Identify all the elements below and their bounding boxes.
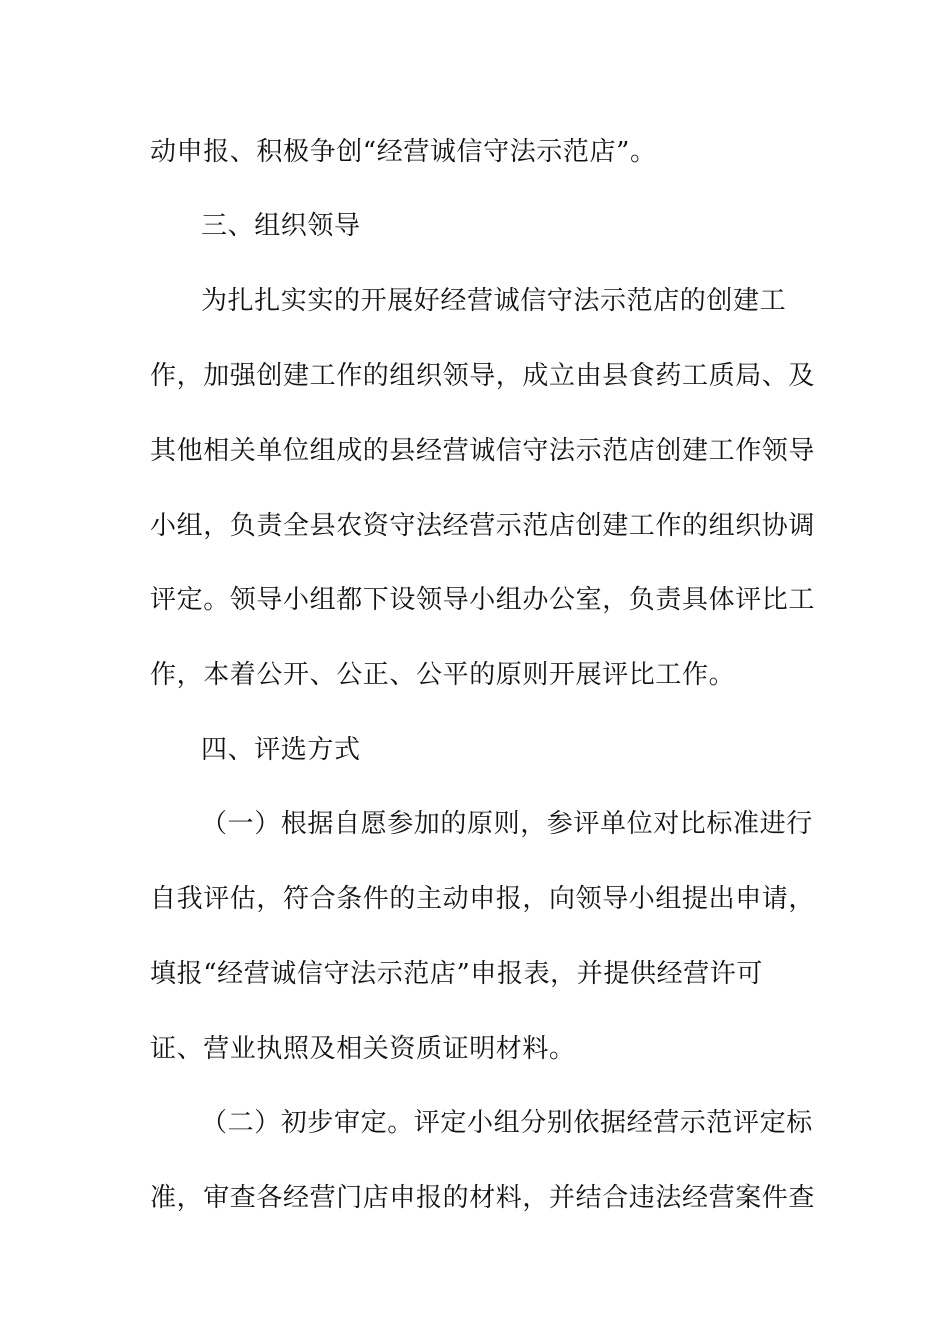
paragraph-line: （一）根据自愿参加的原则，参评单位对比标准进行 [201, 809, 813, 839]
paragraph-line: 自我评估，符合条件的主动申报，向领导小组提出申请， [150, 884, 816, 914]
paragraph-line: 填报“经营诚信守法示范店”申报表，并提供经营许可 [150, 959, 763, 989]
paragraph-line: 其他相关单位组成的县经营诚信守法示范店创建工作领导 [150, 436, 816, 466]
paragraph-line: 作，加强创建工作的组织领导，成立由县食药工质局、及 [150, 361, 816, 391]
paragraph-line: 证、营业执照及相关资质证明材料。 [150, 1034, 576, 1064]
section-heading-organization: 三、组织领导 [201, 211, 361, 241]
paragraph-line: （二）初步审定。评定小组分别依据经营示范评定标 [201, 1108, 813, 1138]
paragraph-line: 评定。领导小组都下设领导小组办公室，负责具体评比工 [150, 585, 816, 615]
paragraph-continuation-line: 动申报、积极争创“经营诚信守法示范店”。 [150, 137, 657, 167]
paragraph-line: 作，本着公开、公正、公平的原则开展评比工作。 [150, 660, 736, 690]
paragraph-line: 为扎扎实实的开展好经营诚信守法示范店的创建工 [201, 286, 787, 316]
paragraph-line: 准，审查各经营门店申报的材料，并结合违法经营案件查 [150, 1183, 816, 1213]
paragraph-line: 小组，负责全县农资守法经营示范店创建工作的组织协调 [150, 511, 816, 541]
section-heading-selection-method: 四、评选方式 [201, 735, 361, 765]
